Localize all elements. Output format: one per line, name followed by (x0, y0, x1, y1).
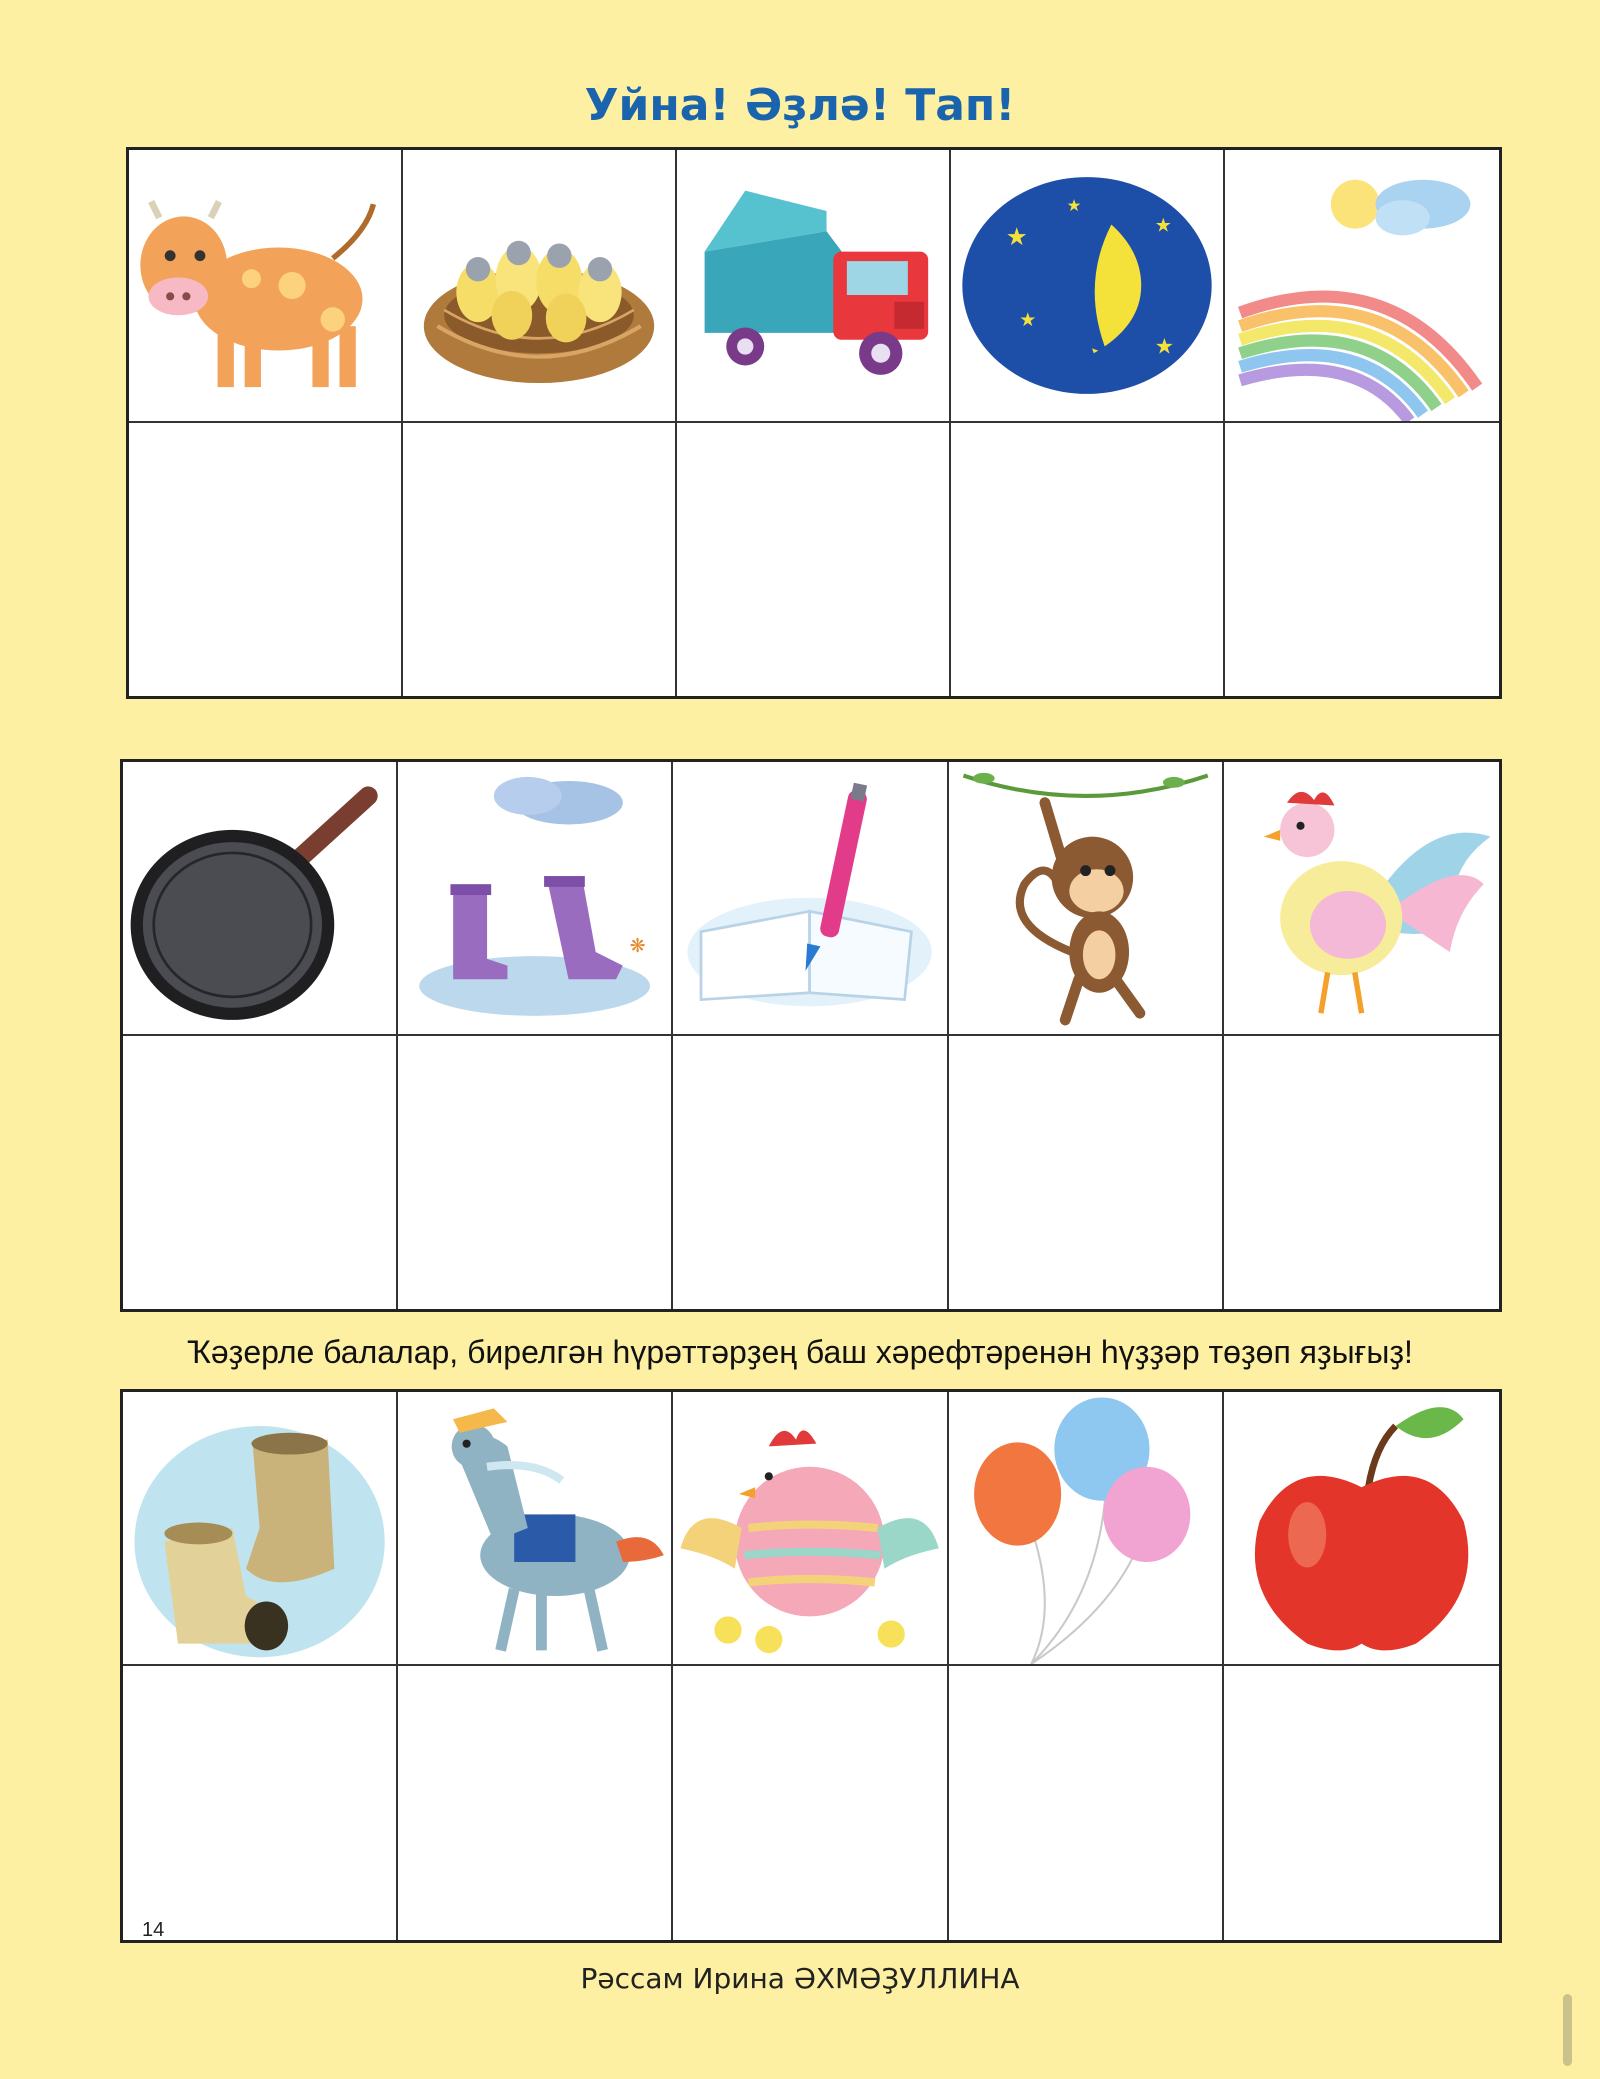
page-title: Уйна! Әҙлә! Тап! (584, 80, 1016, 131)
picture-cell (677, 150, 951, 423)
scrollbar-thumb[interactable] (1563, 1994, 1572, 2066)
answer-cell[interactable] (398, 1036, 673, 1310)
svg-text:★: ★ (1066, 196, 1082, 215)
svg-text:★: ★ (1154, 215, 1172, 237)
answer-cell[interactable] (1225, 423, 1499, 696)
answer-cell[interactable] (123, 1666, 398, 1940)
picture-cell (129, 150, 403, 423)
bird-nest-icon (403, 150, 675, 421)
page-number: 14 (142, 1919, 165, 1941)
answer-cell[interactable] (951, 423, 1225, 696)
svg-text:❋: ❋ (629, 936, 646, 958)
monkey-icon (949, 762, 1222, 1034)
hen-chicks-icon (673, 1392, 946, 1664)
svg-text:★: ★ (1154, 333, 1175, 359)
pen-notebook-icon (673, 762, 946, 1034)
svg-text:★: ★ (1019, 310, 1037, 332)
illustrator-credit: Рәссам Ирина ӘХМӘҘУЛЛИНА (580, 1962, 1020, 1995)
answer-cell[interactable] (398, 1666, 673, 1940)
picture-cell (949, 762, 1224, 1036)
horse-icon (398, 1392, 671, 1664)
puzzle-grid-2 (120, 759, 1502, 1312)
puzzle-grid-1 (126, 147, 1502, 699)
rainbow-icon (1225, 150, 1499, 421)
answer-cell[interactable] (1224, 1036, 1499, 1310)
frying-pan-icon (123, 762, 396, 1034)
picture-cell (1225, 150, 1499, 423)
answer-cell[interactable] (1224, 1666, 1499, 1940)
answer-cell[interactable] (677, 423, 951, 696)
picture-cell (398, 762, 673, 1036)
picture-cell (1224, 762, 1499, 1036)
picture-cell (398, 1392, 673, 1666)
picture-cell (123, 1392, 398, 1666)
rubber-boots-icon (398, 762, 671, 1034)
answer-cell[interactable] (673, 1036, 948, 1310)
answer-cell[interactable] (123, 1036, 398, 1310)
svg-text:★: ★ (1005, 223, 1028, 251)
truck-icon (677, 150, 949, 421)
answer-cell[interactable] (129, 423, 403, 696)
puzzle-grid-3 (120, 1389, 1502, 1943)
picture-cell (403, 150, 677, 423)
picture-cell (673, 1392, 948, 1666)
answer-cell[interactable] (403, 423, 677, 696)
balloons-icon (949, 1392, 1222, 1664)
picture-cell (949, 1392, 1224, 1666)
instruction-text: Ҡәҙерле балалар, бирелгән һүрәттәрҙең баш хәрефтәренән һүҙҙәр төҙөп яҙығыҙ! (187, 1334, 1413, 1370)
picture-cell (951, 150, 1225, 423)
picture-cell (673, 762, 948, 1036)
felt-boots-icon (123, 1392, 396, 1664)
answer-cell[interactable] (949, 1666, 1224, 1940)
picture-cell (123, 762, 398, 1036)
cow-icon (129, 150, 401, 421)
answer-cell[interactable] (949, 1036, 1224, 1310)
picture-cell (1224, 1392, 1499, 1666)
apple-icon (1224, 1392, 1499, 1664)
moon-night-icon (951, 150, 1223, 421)
rooster-icon (1224, 762, 1499, 1034)
answer-cell[interactable] (673, 1666, 948, 1940)
